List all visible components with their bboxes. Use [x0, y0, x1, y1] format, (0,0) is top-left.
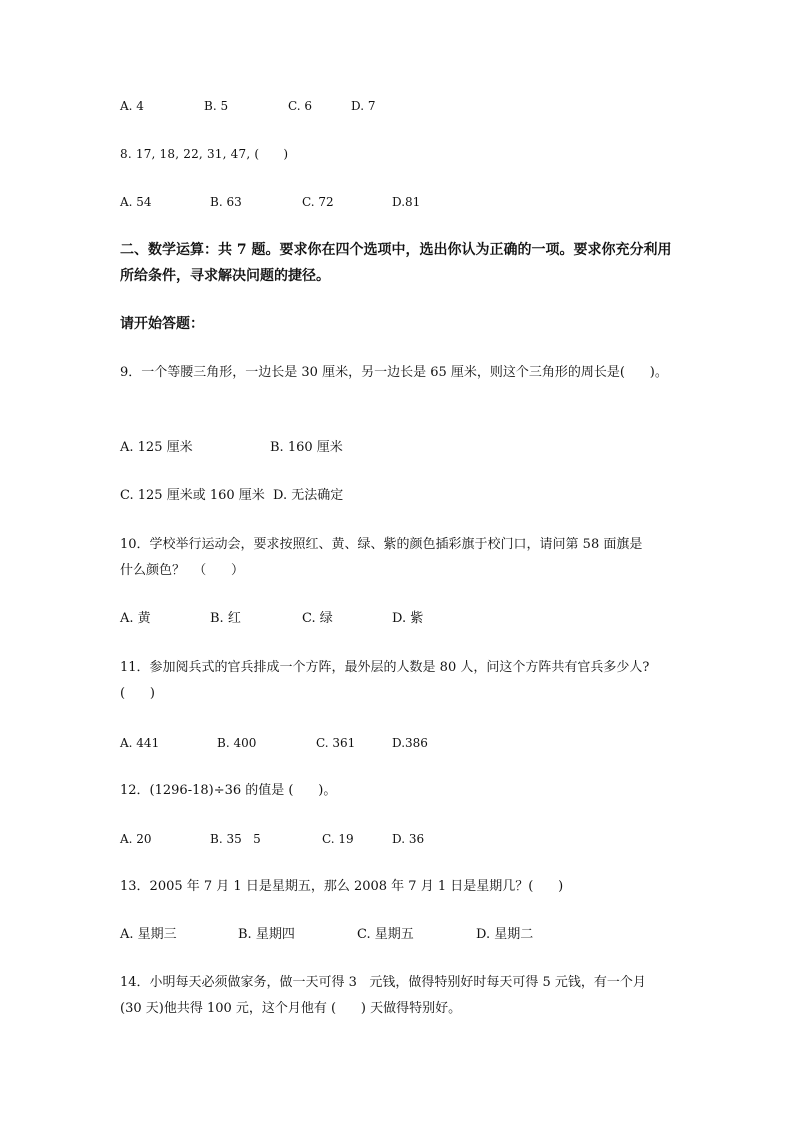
q10-option-c: C. 绿 — [302, 611, 333, 626]
q7-option-b: B. 5 — [204, 99, 229, 113]
q8-option-a: A. 54 — [120, 195, 152, 209]
q14-stem-line2: (30 天)他共得 100 元，这个月他有 ( ) 天做得特别好。 — [120, 1001, 462, 1016]
q13-option-d: D. 星期二 — [476, 927, 534, 942]
q12-option-a: A. 20 — [120, 832, 152, 846]
q12-option-b: B. 35 5 — [210, 832, 261, 846]
section2-instructions-line2: 所给条件，寻求解决问题的捷径。 — [120, 268, 330, 284]
q7-option-c: C. 6 — [288, 99, 313, 113]
q8-option-d: D.81 — [392, 195, 421, 209]
section2-instructions-line1: 二、数学运算：共 7 题。要求你在四个选项中，选出你认为正确的一项。要求你充分利用 — [120, 242, 672, 258]
q11-option-a: A. 441 — [120, 736, 160, 750]
q10-stem-line1: 10．学校举行运动会，要求按照红、黄、绿、紫的颜色插彩旗于校门口，请问第 58 面旗是 — [120, 537, 643, 552]
q8-option-b: B. 63 — [210, 195, 242, 209]
q10-stem-line2: 什么颜色？ （ ） — [120, 563, 245, 578]
q13-option-c: C. 星期五 — [357, 927, 414, 942]
q14-stem-line1: 14．小明每天必须做家务，做一天可得 3 元钱，做得特别好时每天可得 5 元钱，有一个月 — [120, 975, 646, 990]
q11-option-c: C. 361 — [316, 736, 356, 750]
q7-option-d: D. 7 — [351, 99, 376, 113]
q10-option-b: B. 红 — [210, 611, 241, 626]
q11-option-b: B. 400 — [217, 736, 257, 750]
q8-stem: 8. 17, 18, 22, 31, 47, ( ) — [120, 147, 289, 161]
q10-option-d: D. 紫 — [392, 611, 424, 626]
q13-option-a: A. 星期三 — [120, 927, 177, 942]
q11-stem-line1: 11．参加阅兵式的官兵排成一个方阵，最外层的人数是 80 人，问这个方阵共有官兵多少人? — [120, 660, 650, 675]
q7-option-a: A. 4 — [120, 99, 144, 113]
q12-option-c: C. 19 — [322, 832, 354, 846]
q9-stem: 9．一个等腰三角形，一边长是 30 厘米，另一边长是 65 厘米，则这个三角形的周长是( )。 — [120, 365, 668, 380]
section2-start-label: 请开始答题： — [120, 316, 204, 332]
q12-stem: 12．(1296-18)÷36 的值是 ( )。 — [120, 783, 337, 798]
q9-option-a: A. 125 厘米 — [120, 440, 193, 455]
q9-option-b: B. 160 厘米 — [270, 440, 343, 455]
q9-options-row2: C. 125 厘米或 160 厘米 D. 无法确定 — [120, 488, 344, 503]
q10-option-a: A. 黄 — [120, 611, 151, 626]
q13-stem: 13．2005 年 7 月 1 日是星期五，那么 2008 年 7 月 1 日是星期几？( ) — [120, 879, 564, 894]
q8-option-c: C. 72 — [302, 195, 334, 209]
q11-option-d: D.386 — [392, 736, 428, 750]
q13-option-b: B. 星期四 — [238, 927, 295, 942]
q12-option-d: D. 36 — [392, 832, 425, 846]
q11-stem-line2: ( ) — [120, 686, 155, 701]
